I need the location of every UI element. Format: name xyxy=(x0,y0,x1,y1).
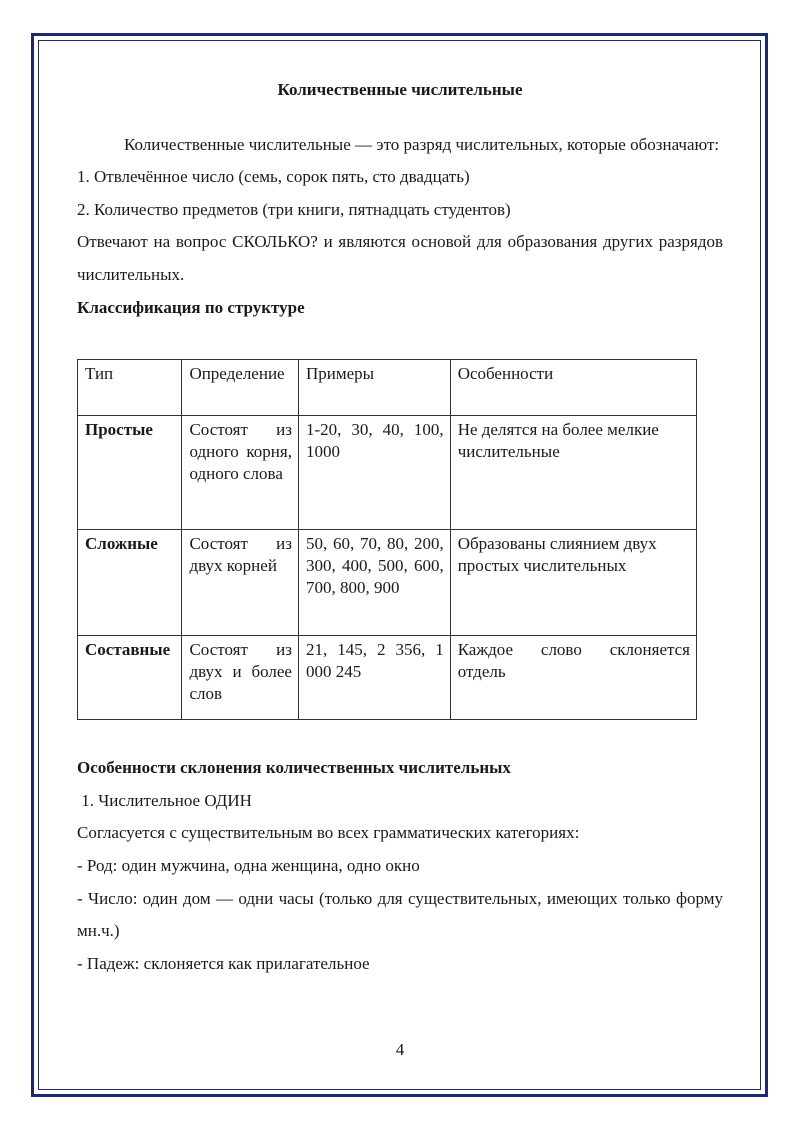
table-row xyxy=(78,636,697,720)
table-header-cell: Особенности xyxy=(450,360,696,416)
table-cell: 21, 145, 2 356, 1 000 245 xyxy=(298,636,450,720)
table-header-cell: Примеры xyxy=(298,360,450,416)
list-item: - Число: один дом — одни часы (только для существительных, имеющих только форму мн.ч.) xyxy=(77,888,723,941)
page-title: Количественные числительные xyxy=(277,80,523,99)
table-cell: Не делятся на более мелкие числительные xyxy=(450,416,696,530)
table-cell: Каждое слово склоняется отдель xyxy=(450,636,696,720)
page-number: 4 xyxy=(395,1040,405,1059)
table-header-cell: Тип xyxy=(78,360,182,416)
table-cell: 1-20, 30, 40, 100, 1000 xyxy=(298,416,450,530)
document-content xyxy=(77,74,723,980)
table-header-cell: Определение xyxy=(182,360,299,416)
list-item: 1. Отвлечённое число (семь, сорок пять, сто двадцать) xyxy=(77,167,470,187)
list-item: 2. Количество предметов (три книги, пятнадцать студентов) xyxy=(77,199,511,219)
table-row xyxy=(78,416,697,530)
table-cell-type: Простые xyxy=(78,416,182,530)
table-cell-type: Составные xyxy=(78,636,182,720)
table-cell: Состоят из двух и более слов xyxy=(182,636,299,720)
table-header-row xyxy=(78,360,697,416)
classification-table xyxy=(77,359,697,720)
table-cell: Состоят из двух корней xyxy=(182,530,299,636)
table-cell: Образованы слиянием двух простых числительных xyxy=(450,530,696,636)
subheading-odin: 1. Числительное ОДИН xyxy=(77,790,252,810)
table-cell-type: Сложные xyxy=(78,530,182,636)
section-heading-declension: Особенности склонения количественных числительных xyxy=(77,758,511,778)
table-row xyxy=(78,530,697,636)
table-cell: Состоят из одного корня, одного слова xyxy=(182,416,299,530)
table-cell: 50, 60, 70, 80, 200, 300, 400, 500, 600, 700, 800, 900 xyxy=(298,530,450,636)
intro-paragraph: Количественные числительные — это разряд числительных, которые обозначают: xyxy=(124,134,720,154)
agreement-paragraph: Согласуется с существительным во всех грамматических категориях: xyxy=(77,823,580,843)
section-heading-classification: Классификация по структуре xyxy=(77,297,305,317)
question-paragraph: Отвечают на вопрос СКОЛЬКО? и являются основой для образования других разрядов числительных. xyxy=(77,232,723,284)
list-item: - Род: один мужчина, одна женщина, одно окно xyxy=(77,855,420,875)
list-item: - Падеж: склоняется как прилагательное xyxy=(77,953,370,973)
